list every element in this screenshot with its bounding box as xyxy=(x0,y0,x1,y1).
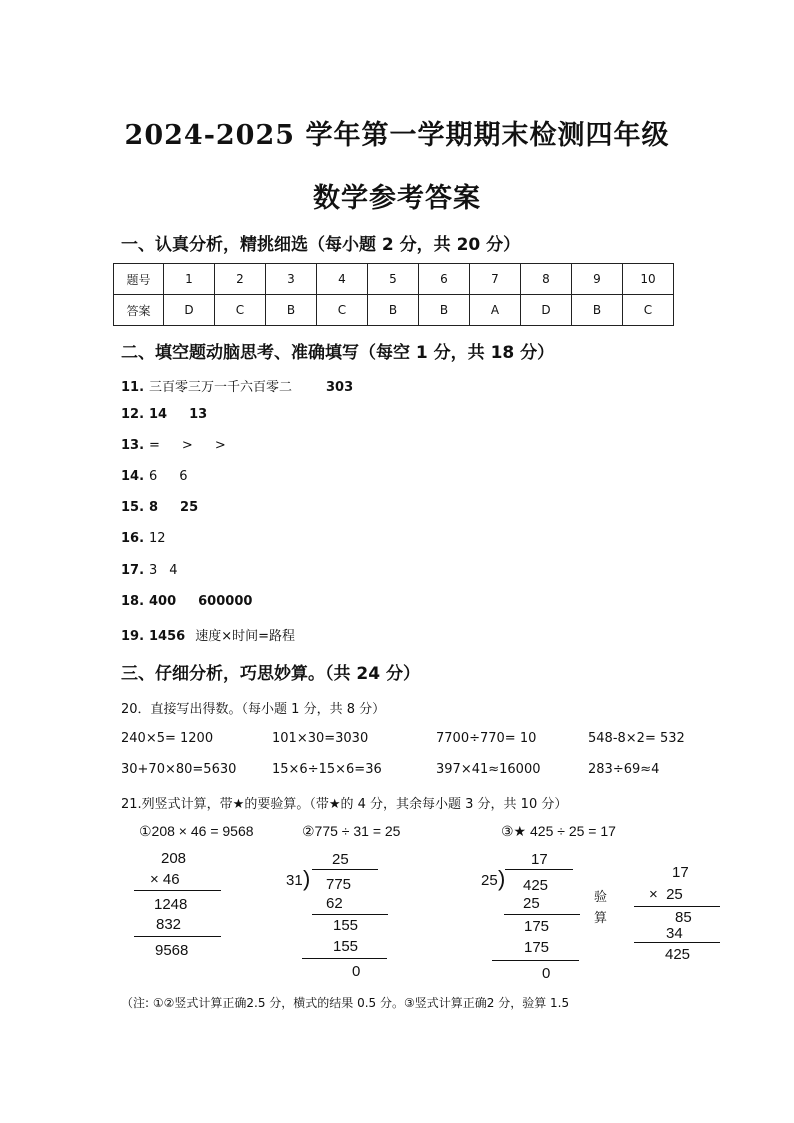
table-cell: B xyxy=(368,295,419,326)
division-step: 175 xyxy=(524,939,550,956)
item-answer: = xyxy=(149,438,160,453)
table-cell: C xyxy=(623,295,674,326)
divider-line xyxy=(505,869,573,870)
dividend: 425 xyxy=(523,877,549,894)
oral-calc: 30+70×80=5630 xyxy=(121,762,237,777)
table-cell: 1 xyxy=(164,264,215,295)
division-step: 175 xyxy=(524,918,550,935)
division-bracket: ) xyxy=(303,866,311,891)
item-answer: 三百零三万一千六百零二 xyxy=(149,380,293,395)
check-label: 算 xyxy=(594,911,608,926)
divisor: 25 xyxy=(481,872,498,889)
table-row-answers xyxy=(114,295,674,326)
document-subtitle: 数学参考答案 xyxy=(313,183,481,214)
division-step: 155 xyxy=(333,938,359,955)
table-cell: 4 xyxy=(317,264,368,295)
item-number: 15. xyxy=(121,500,145,515)
item-number: 18. xyxy=(121,594,145,609)
item-number: 11. xyxy=(121,380,145,395)
scoring-note: （注: ①②竖式计算正确2.5 分，横式的结果 0.5 分。③竖式计算正确2 分，验算 1.5 xyxy=(121,996,570,1010)
list-item xyxy=(121,563,200,578)
oral-calc: 15×6÷15×6=36 xyxy=(272,762,382,777)
item-answer: > xyxy=(214,438,226,453)
table-cell: C xyxy=(215,295,266,326)
list-item xyxy=(121,376,375,395)
divisor: 31 xyxy=(286,872,303,889)
table-cell: 2 xyxy=(215,264,266,295)
list-item xyxy=(121,625,317,644)
table-row-numbers xyxy=(114,264,674,295)
item-answer: > xyxy=(181,438,193,453)
item-answer: 8 xyxy=(149,500,159,515)
q20-label: 20．直接写出得数。（每小题 1 分，共 8 分） xyxy=(121,702,386,717)
division-step: 62 xyxy=(326,895,343,912)
table-cell: 3 xyxy=(266,264,317,295)
mult-line: 425 xyxy=(665,946,691,963)
list-item xyxy=(121,594,274,609)
q21-item-3: ③★ 425 ÷ 25 = 17 xyxy=(501,823,616,839)
table-cell: B xyxy=(572,295,623,326)
remainder: 0 xyxy=(352,963,361,980)
section3-heading: 三、仔细分析，巧思妙算。（共 24 分） xyxy=(121,664,420,684)
quotient: 25 xyxy=(332,851,349,868)
table-cell: 8 xyxy=(521,264,572,295)
oral-calc: 548-8×2= 532 xyxy=(588,731,685,746)
mult-line: × 25 xyxy=(649,886,683,903)
section2-heading: 二、填空题动脑思考、准确填写（每空 1 分，共 18 分） xyxy=(121,343,555,363)
item-number: 16. xyxy=(121,531,145,546)
check-label: 验 xyxy=(594,890,608,905)
mult-line: 34 xyxy=(666,925,683,942)
section1-heading: 一、认真分析，精挑细选（每小题 2 分，共 20 分） xyxy=(121,235,521,255)
table-cell: B xyxy=(266,295,317,326)
item-number: 17. xyxy=(121,563,145,578)
item-answer: 400 xyxy=(149,594,177,609)
item-answer: 速度×时间=路程 xyxy=(195,629,295,644)
item-answer: 12 xyxy=(149,531,166,546)
table-cell: 6 xyxy=(419,264,470,295)
item-number: 12. xyxy=(121,407,145,422)
list-item xyxy=(121,469,210,484)
divider-line xyxy=(634,942,720,943)
answer-table xyxy=(113,263,674,326)
item-number: 14. xyxy=(121,469,145,484)
table-cell: 9 xyxy=(572,264,623,295)
mult-line: 832 xyxy=(156,916,182,933)
table-cell: A xyxy=(470,295,521,326)
list-item xyxy=(121,438,248,453)
mult-line: 17 xyxy=(672,864,689,881)
mult-line: × 46 xyxy=(150,871,180,888)
list-item xyxy=(121,407,229,422)
item-answer: 3 xyxy=(149,563,158,578)
table-cell: 7 xyxy=(470,264,521,295)
divider-line xyxy=(134,890,221,891)
division-bracket: ) xyxy=(498,866,506,891)
table-cell-label: 题号 xyxy=(114,264,164,295)
mult-line: 9568 xyxy=(155,942,189,959)
item-answer: 6 xyxy=(149,469,158,484)
mult-line: 85 xyxy=(675,909,692,926)
dividend: 775 xyxy=(326,876,352,893)
item-answer: 1456 xyxy=(149,629,186,644)
table-cell: D xyxy=(164,295,215,326)
item-number: 19. xyxy=(121,629,145,644)
q21-item-1: ①208 × 46 = 9568 xyxy=(139,823,254,839)
table-cell: 5 xyxy=(368,264,419,295)
item-answer: 6 xyxy=(179,469,188,484)
item-answer: 14 xyxy=(149,407,168,422)
mult-line: 208 xyxy=(161,850,187,867)
q21-item-2: ②775 ÷ 31 = 25 xyxy=(302,823,401,839)
list-item xyxy=(121,500,220,515)
list-item xyxy=(121,531,188,546)
oral-calc: 283÷69≈4 xyxy=(588,762,660,777)
table-cell: 10 xyxy=(623,264,674,295)
oral-calc: 7700÷770= 10 xyxy=(436,731,537,746)
item-answer: 600000 xyxy=(198,594,253,609)
division-step: 25 xyxy=(523,895,540,912)
oral-calc: 101×30=3030 xyxy=(272,731,369,746)
divider-line xyxy=(634,906,720,907)
divider-line xyxy=(312,869,378,870)
item-answer: 303 xyxy=(326,380,354,395)
mult-line: 1248 xyxy=(154,896,188,913)
document-title: 2024-2025 学年第一学期期末检测四年级 xyxy=(124,120,670,151)
divider-line xyxy=(504,914,580,915)
oral-calc: 240×5= 1200 xyxy=(121,731,214,746)
quotient: 17 xyxy=(531,851,548,868)
q21-label: 21.列竖式计算，带★的要验算。（带★的 4 分，其余每小题 3 分，共 10 分） xyxy=(121,797,568,812)
table-cell: D xyxy=(521,295,572,326)
item-answer: 4 xyxy=(169,563,178,578)
oral-calc: 397×41≈16000 xyxy=(436,762,541,777)
table-cell: C xyxy=(317,295,368,326)
table-cell-label: 答案 xyxy=(114,295,164,326)
division-step: 155 xyxy=(333,917,359,934)
divider-line xyxy=(492,960,579,961)
item-answer: 13 xyxy=(189,407,208,422)
divider-line xyxy=(302,958,387,959)
item-number: 13. xyxy=(121,438,145,453)
table-cell: B xyxy=(419,295,470,326)
item-answer: 25 xyxy=(180,500,199,515)
divider-line xyxy=(312,914,388,915)
remainder: 0 xyxy=(542,965,551,982)
divider-line xyxy=(134,936,221,937)
